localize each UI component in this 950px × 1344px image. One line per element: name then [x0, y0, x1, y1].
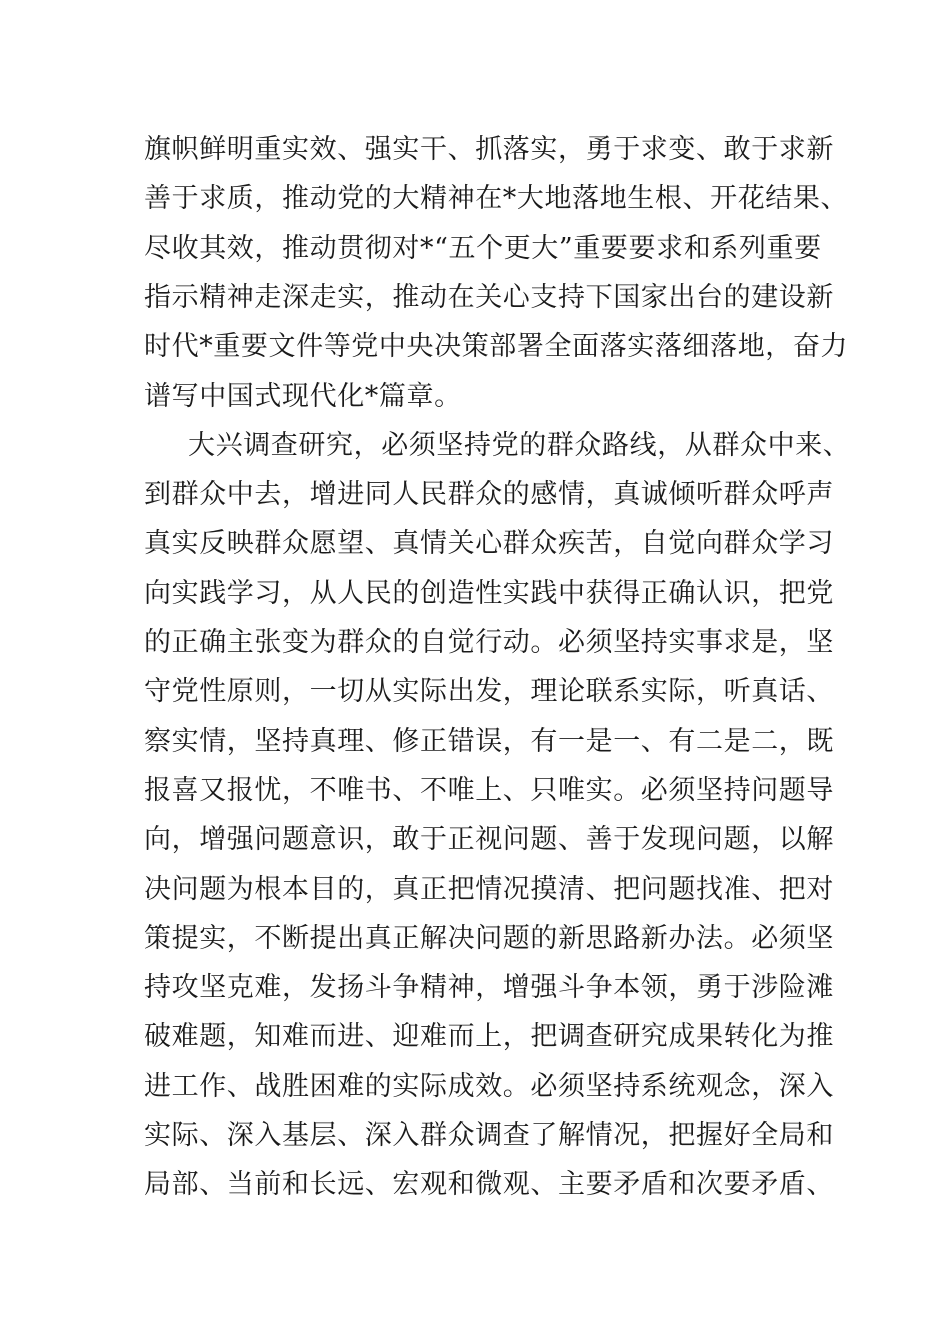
paragraph-2-line-8: 报喜又报忧，不唯书、不唯上、只唯实。必须坚持问题导: [144, 775, 834, 806]
paragraph-1-line-6: 谱写中国式现代化*篇章。: [144, 381, 462, 412]
paragraph-2-line-4: 向实践学习，从人民的创造性实践中获得正确认识，把党: [144, 578, 834, 609]
paragraph-2-line-12: 持攻坚克难，发扬斗争精神，增强斗争本领，勇于涉险滩: [144, 972, 834, 1003]
paragraph-2-line-6: 守党性原则，一切从实际出发，理论联系实际，听真话、: [144, 676, 834, 707]
paragraph-2-line-7: 察实情，坚持真理、修正错误，有一是一、有二是二，既: [144, 726, 834, 757]
paragraph-1-line-5: 时代*重要文件等党中央决策部署全面落实落细落地，奋力: [144, 331, 849, 362]
paragraph-2-line-14: 进工作、战胜困难的实际成效。必须坚持系统观念，深入: [144, 1071, 834, 1102]
paragraph-1-line-4: 指示精神走深走实，推动在关心支持下国家出台的建设新: [144, 282, 834, 313]
paragraph-2-line-1: 大兴调查研究，必须坚持党的群众路线，从群众中来、: [188, 430, 851, 461]
paragraph-2-line-13: 破难题，知难而进、迎难而上，把调查研究成果转化为推: [144, 1021, 834, 1052]
paragraph-2-line-11: 策提实，不断提出真正解决问题的新思路新办法。必须坚: [144, 923, 834, 954]
paragraph-2-line-3: 真实反映群众愿望、真情关心群众疾苦，自觉向群众学习: [144, 528, 834, 559]
paragraph-2-line-15: 实际、深入基层、深入群众调查了解情况，把握好全局和: [144, 1120, 834, 1151]
paragraph-1-line-1: 旗帜鲜明重实效、强实干、抓落实，勇于求变、敢于求新: [144, 134, 834, 165]
paragraph-2-line-10: 决问题为根本目的，真正把情况摸清、把问题找准、把对: [144, 874, 834, 905]
paragraph-1-line-2: 善于求质，推动党的大精神在*大地落地生根、开花结果、: [144, 183, 849, 214]
paragraph-2-line-16: 局部、当前和长远、宏观和微观、主要矛盾和次要矛盾、: [144, 1169, 834, 1200]
paragraph-2-line-9: 向，增强问题意识，敢于正视问题、善于发现问题，以解: [144, 824, 834, 855]
paragraph-1-line-3: 尽收其效，推动贯彻对*“五个更大”重要要求和系列重要: [144, 233, 822, 264]
paragraph-2-line-5: 的正确主张变为群众的自觉行动。必须坚持实事求是，坚: [144, 627, 834, 658]
paragraph-2-line-2: 到群众中去，增进同人民群众的感情，真诚倾听群众呼声: [144, 479, 834, 510]
